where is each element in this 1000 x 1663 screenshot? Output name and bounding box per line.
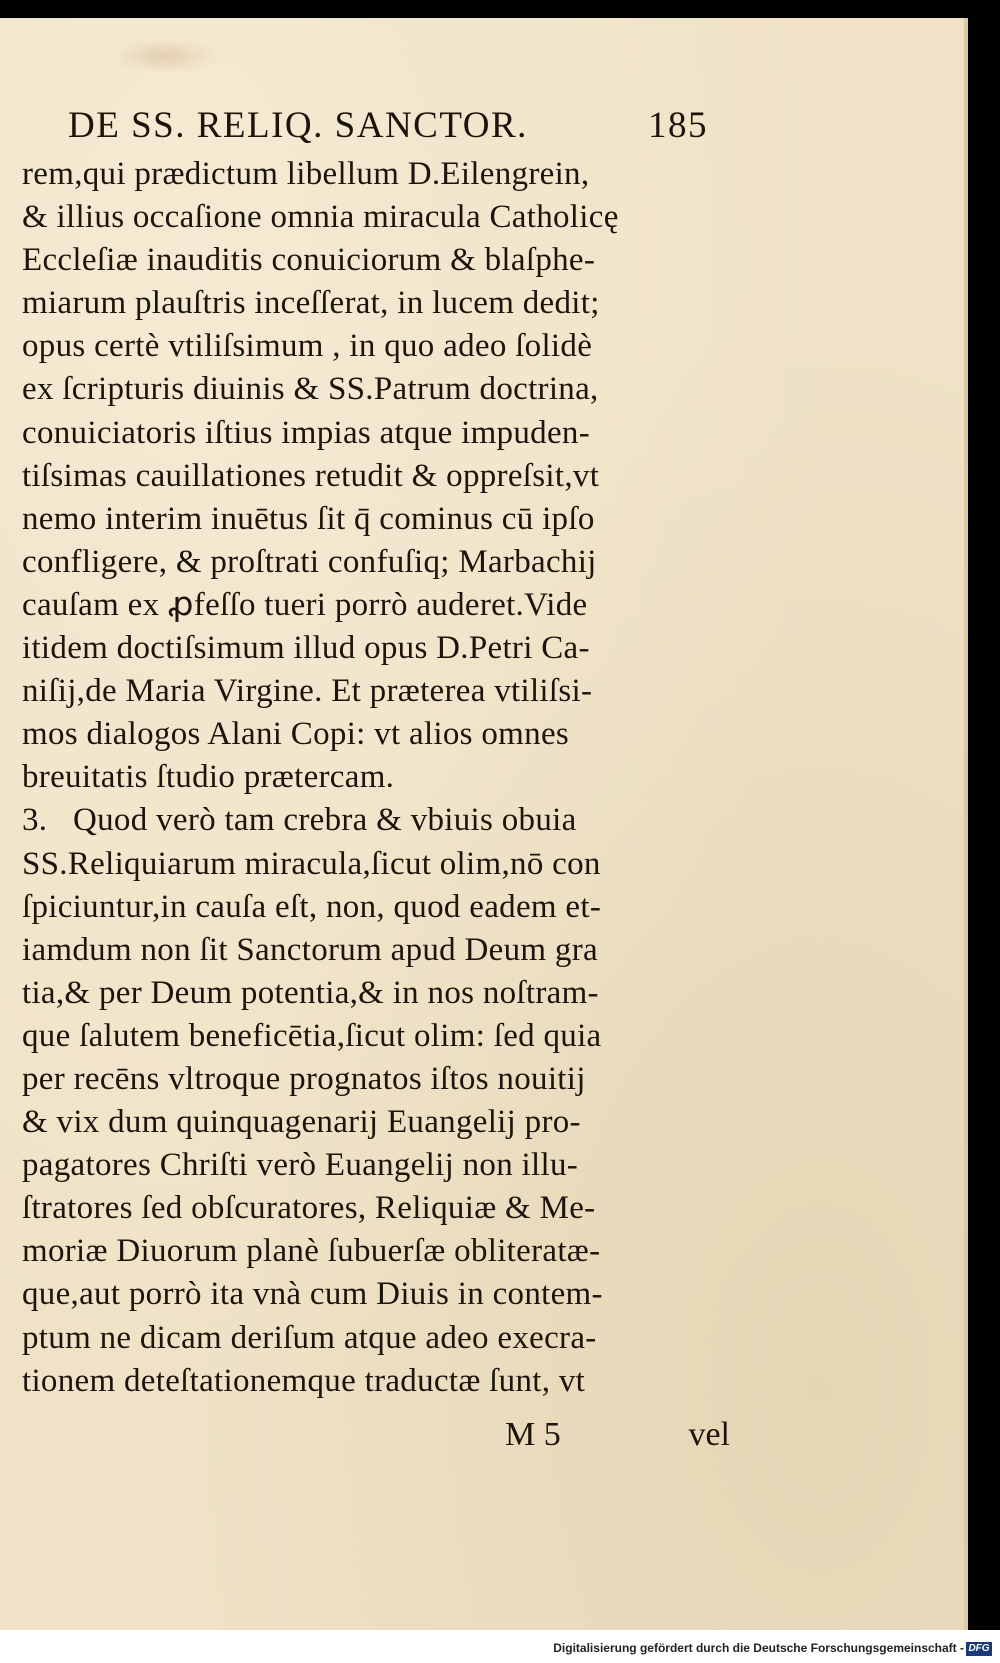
running-head [68,104,708,147]
catchword: vel [688,1416,730,1453]
text-line: tia,& per Deum potentia,& in nos noſtram- [22,974,599,1011]
text-line: ptum ne dicam deriſum atque adeo execra- [22,1319,597,1356]
text-line: que ſalutem beneficētia,ſicut olim: ſed quia [22,1017,602,1054]
running-title: DE SS. RELIQ. SANCTOR. [68,105,528,146]
text-line: opus certè vtiliſsimum , in quo adeo ſolidè [22,328,593,365]
text-line: que,aut porrò ita vnà cum Diuis in contem- [22,1276,603,1313]
dfg-logo-icon: DFG [966,1642,992,1656]
text-line: ſtratores ſed obſcuratores, Reliquiæ & Me- [22,1190,596,1227]
text-line: confligere, & proſtrati confuſiq; Marbachij [22,543,597,580]
text-line: ex ſcripturis diuinis & SS.Patrum doctrina, [22,371,599,408]
paragraph-start-line: 3. Quod verò tam crebra & vbiuis obuia [22,802,577,839]
paper-stain [110,38,220,74]
text-line: & vix dum quinquagenarij Euangelij pro- [22,1104,581,1141]
text-line: conuiciatoris iſtius impias atque impuden- [22,414,590,451]
text-line: itidem doctiſsimum illud opus D.Petri Ca- [22,630,590,667]
text-line: & illius occaſione omnia miracula Catholicę [22,199,619,236]
text-line: rem,qui prædictum libellum D.Eilengrein, [22,156,590,192]
text-line: nemo interim inuētus ſit q̄ cominus cū ipſo [22,500,595,537]
text-line: pagatores Chriſti verò Euangelij non illu- [22,1147,579,1184]
text-line: tiſsimas cauillationes retudit & oppreſsit,vt [22,457,600,494]
text-line: iamdum non ſit Sanctorum apud Deum gra [22,931,598,968]
signature-mark: M 5 [505,1416,561,1453]
page-number: 185 [648,105,708,146]
text-line: ſpiciuntur,in cauſa eſt, non, quod eadem et- [22,888,602,925]
text-line: miarum plauſtris inceſſerat, in lucem dedit; [22,285,600,322]
text-block [22,153,722,1403]
funding-credit: Digitalisierung gefördert durch die Deutsche Forschungsgemeinschaft - [553,1641,964,1655]
text-line: SS.Reliquiarum miracula,ſicut olim,nō con [22,845,601,882]
text-line: moriæ Diuorum planè ſubuerſæ obliteratæ- [22,1233,601,1270]
book-page [0,18,968,1630]
text-line: Eccleſiæ inauditis conuiciorum & blaſphe- [22,242,596,279]
text-line: per recēns vltroque prognatos iſtos nouitij [22,1060,586,1097]
text-line: mos dialogos Alani Copi: vt alios omnes [22,716,570,753]
text-line: niſij,de Maria Virgine. Et præterea vtiliſsi- [22,673,593,710]
text-line: tionem deteſtationemque traductæ ſunt, vt [22,1362,586,1399]
text-line: breuitatis ſtudio prætercam. [22,759,395,796]
digitization-footer [0,1630,1000,1663]
text-line: cauſam ex ꝓfeſſo tueri porrò auderet.Vide [22,586,588,623]
